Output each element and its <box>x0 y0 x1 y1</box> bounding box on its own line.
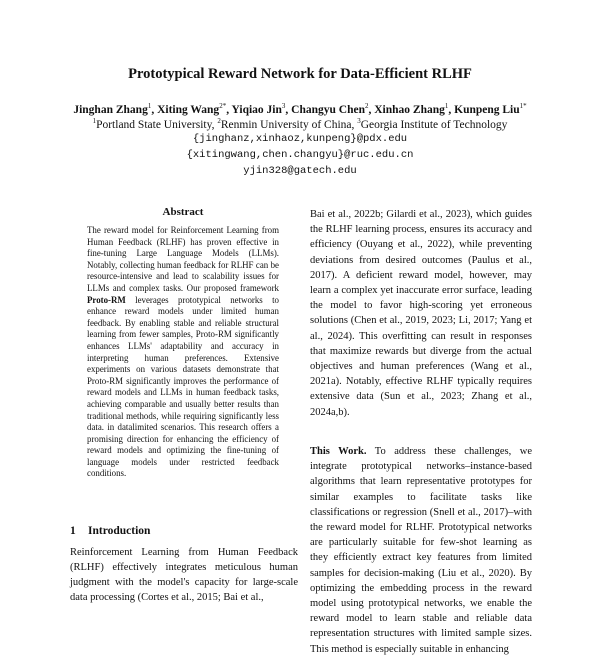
section-title: Introduction <box>88 525 151 537</box>
author-list: Jinghan Zhang$^1$, Xiting Wang$^{2*}$, Yiqiao Jin$^3$, Changyu Chen$^2$, Xinhao Zhang$^1$, Kunpeng Liu$^{1*}$ <box>73 102 527 116</box>
author-name: Kunpeng Liu <box>454 103 520 116</box>
affiliation-name: Renmin University of China, <box>220 118 358 131</box>
section-heading <box>70 525 150 537</box>
author-mark: 2 <box>364 102 369 110</box>
right-column-paragraph: Bai et al., 2022b; Gilardi et al., 2023), which guides the RLHF learning process, ensures its accuracy and efficiency (Ouyang et al., 2022), while preventing deviations from desired outcomes (Paulus et al., 2017). A deficient reward model, however, may learn a complex yet inaccurate error surface, leading the model to favor high-scoring yet erroneous solutions (Chen et al., 2019, 2023; Li, 2017; Yang et al., 2024). This overfitting can result in responses that maximize rewards but diverge from the actual objectives and human preferences (Wang et al., 2021a). Notably, effective RLHF typically requires extensive data (Sun et al., 2023; Zhang et al., 2024a,b). <box>310 209 532 418</box>
paragraph-lead: This Work. <box>310 446 367 457</box>
paragraph-text: To address these challenges, we integrate prototypical networks–instance-based algorithms that learn representative prototypes for similar examples to facilitate tasks like classifications or regression (Snell et al., 2017)–with the reward model for RLHF. Prototypical networks are particularly suitable for few-shot learning as they efficiently extract key features from limited samples for decision-making (Liu et al., 2020). By optimizing the embedding process in the reward model using prototypical networks, we enable the reward model to learn stable and reliable data representation structures with limited sample sizes. This method is especially suitable in enhancing <box>310 446 532 655</box>
this-work-paragraph <box>310 444 532 657</box>
author-name: Xiting Wang <box>157 103 220 116</box>
author-name: Jinghan Zhang <box>73 103 148 116</box>
affiliation-line <box>0 117 600 131</box>
affiliation-name: Georgia Institute of Technology <box>360 118 508 131</box>
author-name: Xinhao Zhang <box>374 103 445 116</box>
affiliation-mark: 1 <box>92 117 97 125</box>
author-mark: 1* <box>519 102 527 110</box>
email-line: yjin328@gatech.edu <box>243 165 357 177</box>
author-mark: 1 <box>444 102 449 110</box>
intro-paragraph: Reinforcement Learning from Human Feedback (RLHF) effectively integrates meticulous human judgment with the model's capacity for large-scale data processing (Cortes et al., 2015; Bai et al., <box>70 547 298 603</box>
affiliation-mark: 2 <box>217 117 221 125</box>
paper-title: Prototypical Reward Network for Data-Efficient RLHF <box>128 66 472 82</box>
author-name: Changyu Chen <box>291 103 365 116</box>
email-line: {jinghanz,xinhaoz,kunpeng}@pdx.edu <box>192 133 408 145</box>
author-mark: 1 <box>147 102 152 110</box>
affiliation-name: Portland State University, <box>96 118 218 131</box>
abstract-body <box>87 225 279 480</box>
section-number: 1 <box>70 525 76 537</box>
author-name: Yiqiao Jin <box>231 103 282 116</box>
framework-name: Proto-RM <box>87 294 126 305</box>
abstract-text: leverages prototypical networks to enhance reward models under limited human feedback. By enabling stable and reliable structural learning from fewer samples, Proto-RM significantly enhances LLMs' adaptability and accuracy in interpreting human preferences. Extensive experiments on various datasets demonstrate that Proto-RM significantly improves the performance of reward models and LLMs in human feedback tasks, achieving comparable and usually better results than traditional methods, while requiring significantly less data. in datalimited scenarios. This research offers a promising direction for enhancing the efficiency of reward models and optimizing the fine-tuning of language models under restricted feedback conditions. <box>87 294 279 479</box>
affiliation-mark: 3 <box>357 117 361 125</box>
author-mark: 2* <box>219 102 227 110</box>
abstract-heading: Abstract <box>162 206 204 218</box>
email-line: {xitingwang,chen.changyu}@ruc.edu.cn <box>186 149 414 161</box>
author-mark: 3 <box>281 102 286 110</box>
abstract-text: The reward model for Reinforcement Learning from Human Feedback (RLHF) has proven effective in fine-tuning Large Language Models (LLMs). Notably, collecting human feedback for RLHF can be resource-intensive and lead to scalability issues for LLMs and complex tasks. Our proposed framework <box>87 225 279 293</box>
